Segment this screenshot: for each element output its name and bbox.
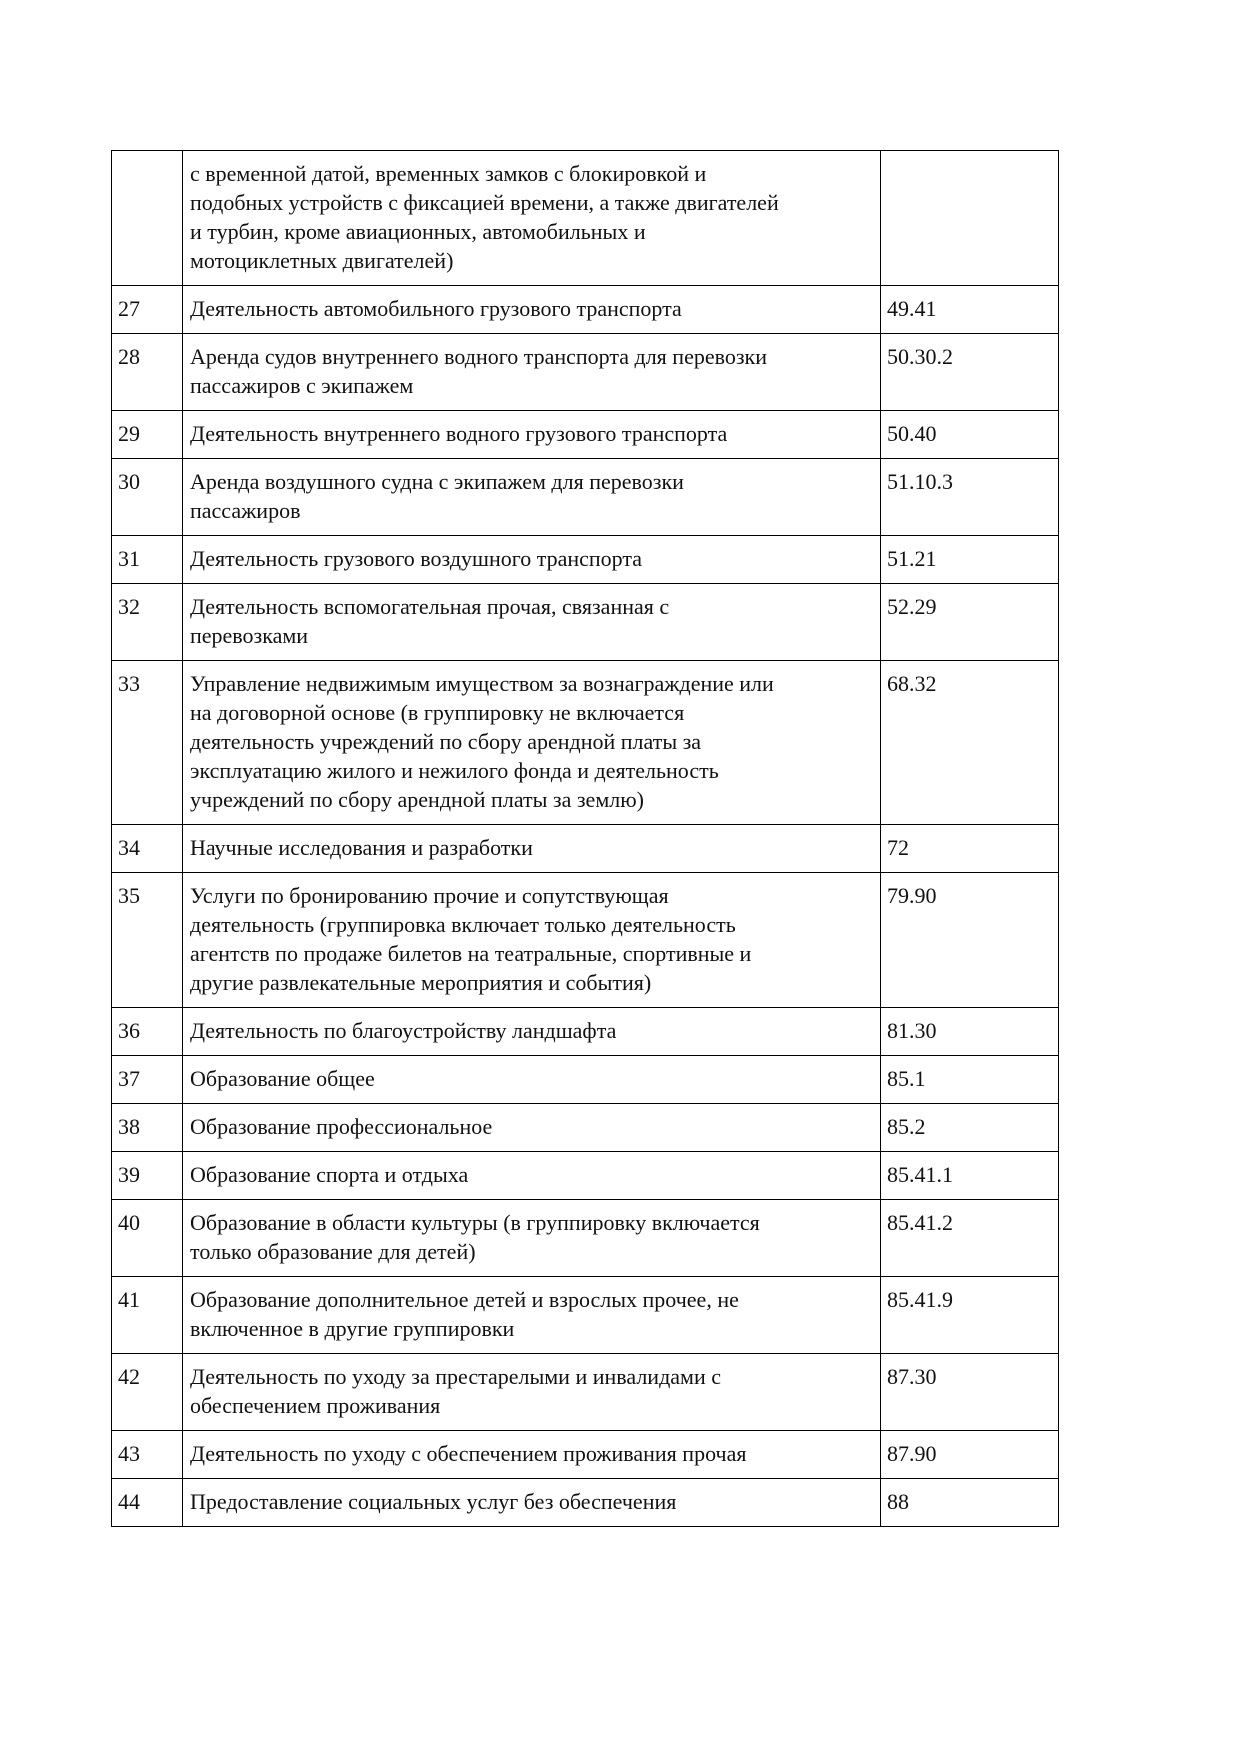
table-row [112, 334, 1059, 411]
activity-name: Деятельность по уходу за престарелыми и инвалидами с обеспечением проживания [183, 1354, 881, 1431]
activity-code: 49.41 [881, 286, 1059, 334]
table-row [112, 873, 1059, 1008]
row-number: 44 [112, 1479, 183, 1527]
table-row [112, 1431, 1059, 1479]
activity-name: Управление недвижимым имуществом за вознаграждение или на договорной основе (в группировку не включается деятельность учреждений по сбору арендной платы за эксплуатацию жилого и нежилого фонда и деятельность учреждений по сбору арендной платы за землю) [183, 661, 881, 825]
activity-code: 87.30 [881, 1354, 1059, 1431]
activity-code: 87.90 [881, 1431, 1059, 1479]
activity-name: Предоставление социальных услуг без обеспечения [183, 1479, 881, 1527]
activity-code [881, 151, 1059, 286]
activity-code: 68.32 [881, 661, 1059, 825]
activity-code: 85.41.2 [881, 1200, 1059, 1277]
table-row [112, 1277, 1059, 1354]
table-row [112, 411, 1059, 459]
table-row [112, 1104, 1059, 1152]
row-number: 39 [112, 1152, 183, 1200]
row-number: 32 [112, 584, 183, 661]
table-row [112, 1056, 1059, 1104]
table-row [112, 584, 1059, 661]
activity-code: 85.2 [881, 1104, 1059, 1152]
table-row [112, 151, 1059, 286]
activity-code: 88 [881, 1479, 1059, 1527]
row-number: 27 [112, 286, 183, 334]
activity-name: Образование профессиональное [183, 1104, 881, 1152]
activity-code: 50.40 [881, 411, 1059, 459]
activity-name: Деятельность внутреннего водного грузового транспорта [183, 411, 881, 459]
table-row [112, 825, 1059, 873]
activity-code: 52.29 [881, 584, 1059, 661]
activity-name: Деятельность по уходу с обеспечением проживания прочая [183, 1431, 881, 1479]
activity-code: 85.1 [881, 1056, 1059, 1104]
row-number: 41 [112, 1277, 183, 1354]
activity-code: 72 [881, 825, 1059, 873]
activity-name: Образование дополнительное детей и взрослых прочее, не включенное в другие группировки [183, 1277, 881, 1354]
activity-name: Услуги по бронированию прочие и сопутствующая деятельность (группировка включает только деятельность агентств по продаже билетов на театральные, спортивные и другие развлекательные мероприятия и события) [183, 873, 881, 1008]
activity-name: Деятельность автомобильного грузового транспорта [183, 286, 881, 334]
row-number: 33 [112, 661, 183, 825]
row-number: 38 [112, 1104, 183, 1152]
activity-code: 51.21 [881, 536, 1059, 584]
table-row [112, 661, 1059, 825]
table-row [112, 459, 1059, 536]
row-number: 34 [112, 825, 183, 873]
activity-name: с временной датой, временных замков с блокировкой и подобных устройств с фиксацией времени, а также двигателей и турбин, кроме авиационных, автомобильных и мотоциклетных двигателей) [183, 151, 881, 286]
activity-name: Аренда судов внутреннего водного транспорта для перевозки пассажиров с экипажем [183, 334, 881, 411]
activity-name: Деятельность по благоустройству ландшафта [183, 1008, 881, 1056]
activity-name: Образование общее [183, 1056, 881, 1104]
row-number: 29 [112, 411, 183, 459]
activity-code: 85.41.1 [881, 1152, 1059, 1200]
activity-code: 51.10.3 [881, 459, 1059, 536]
activity-name: Аренда воздушного судна с экипажем для перевозки пассажиров [183, 459, 881, 536]
table-row [112, 536, 1059, 584]
activity-name: Деятельность грузового воздушного транспорта [183, 536, 881, 584]
row-number: 40 [112, 1200, 183, 1277]
activity-code: 79.90 [881, 873, 1059, 1008]
table-row [112, 1479, 1059, 1527]
row-number [112, 151, 183, 286]
row-number: 37 [112, 1056, 183, 1104]
activity-name: Образование в области культуры (в группировку включается только образование для детей) [183, 1200, 881, 1277]
activity-name: Научные исследования и разработки [183, 825, 881, 873]
row-number: 30 [112, 459, 183, 536]
activity-name: Образование спорта и отдыха [183, 1152, 881, 1200]
activity-code: 81.30 [881, 1008, 1059, 1056]
row-number: 35 [112, 873, 183, 1008]
activity-code: 50.30.2 [881, 334, 1059, 411]
table-row [112, 1354, 1059, 1431]
row-number: 28 [112, 334, 183, 411]
table-row [112, 1152, 1059, 1200]
activity-code: 85.41.9 [881, 1277, 1059, 1354]
row-number: 36 [112, 1008, 183, 1056]
table-row [112, 1200, 1059, 1277]
activity-codes-table [111, 150, 1059, 1527]
row-number: 42 [112, 1354, 183, 1431]
row-number: 31 [112, 536, 183, 584]
table-row [112, 286, 1059, 334]
activity-name: Деятельность вспомогательная прочая, связанная с перевозками [183, 584, 881, 661]
table-row [112, 1008, 1059, 1056]
row-number: 43 [112, 1431, 183, 1479]
